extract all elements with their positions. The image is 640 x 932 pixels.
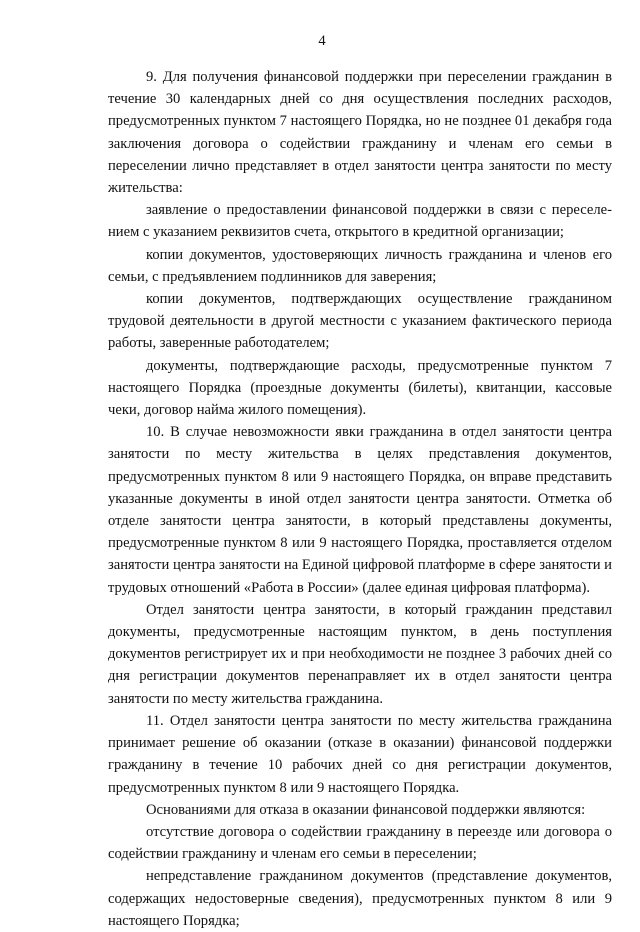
paragraph-10-forwarding: Отдел занятости центра занятости, в который гражданин представил документы, предусмотренные настоящим пунктом, в день поступления документов регистрирует их и при необходимости не позднее 3 рабочих дней со дня регистрации документов перенаправляет их в отдел занятости центра занятости по месту жительства гражданина. [108, 601, 612, 707]
paragraph-missing-documents: непредставление гражданином документов (представление документов, содержащих недостоверные сведения), предусмотренных пунктом 8 или 9 настоящего Порядка; [108, 868, 612, 929]
paragraph-expense-documents: документы, подтверждающие расходы, предусмотренные пунктом 7 настоящего Порядка (проездные документы (билеты), квитанции, кассовые чеки, договор найма жилого помещения). [108, 357, 612, 419]
paragraph-identity-copies: копии документов, удостоверяющих личность гражданина и членов его семьи, с предъявлением подлинников для заверения; [108, 246, 612, 285]
paragraph-no-contract: отсутствие договора о содействии гражданину в переезде или договора о содействии гражданину и членам его семьи в переселении; [108, 823, 612, 863]
paragraph-application: заявление о предоставлении финансовой поддержки в связи с переселе- нием с указанием реквизитов счета, открытого в кредитной организации; [108, 202, 612, 241]
paragraph-11: 11. Отдел занятости центра занятости по месту жительства гражданина принимает решение об оказании (отказе в оказании) финансовой поддержки гражданину в течение 10 рабочих дней со дня регистрации документов, предусмотренных пунктом 8 или 9 настоящего Порядка. [108, 712, 612, 796]
paragraph-10: 10. В случае невозможности явки гражданина в отдел занятости центра занятости по месту жительства в целях представления документов, предусмотренных пунктом 8 или 9 настоящего Порядка, он вправе представить указанные документы в иной отдел занятости центра занятости. Отметка об отделе занятости центра занятости, в который представлены документы, предусмотренные пунктом 8 или 9 настоящего Порядка, проставляется отделом занятости центра занятости на Единой цифровой платформе в сфере занятости и трудовых отношений «Работа в России» (далее единая цифровая платформа). [108, 424, 612, 596]
paragraph-refusal-grounds: Основаниями для отказа в оказании финансовой поддержки являются: [146, 801, 586, 818]
page-number: 4 [318, 33, 326, 49]
paragraph-9: 9. Для получения финансовой поддержки при переселении гражданин в течение 30 календарных дней со дня осуществления последних расходов, предусмотренных пунктом 7 настоящего Порядка, но не позднее 01 декабря года заключения договора о содействии гражданину и членам его семьи в переселении лично представляет в отдел занятости центра занятости по месту жительства: [108, 69, 612, 197]
paragraph-employment-copies: копии документов, подтверждающих осуществление гражданином трудовой деятельности в другой местности с указанием фактического периода работы, заверенные работодателем; [108, 291, 612, 352]
